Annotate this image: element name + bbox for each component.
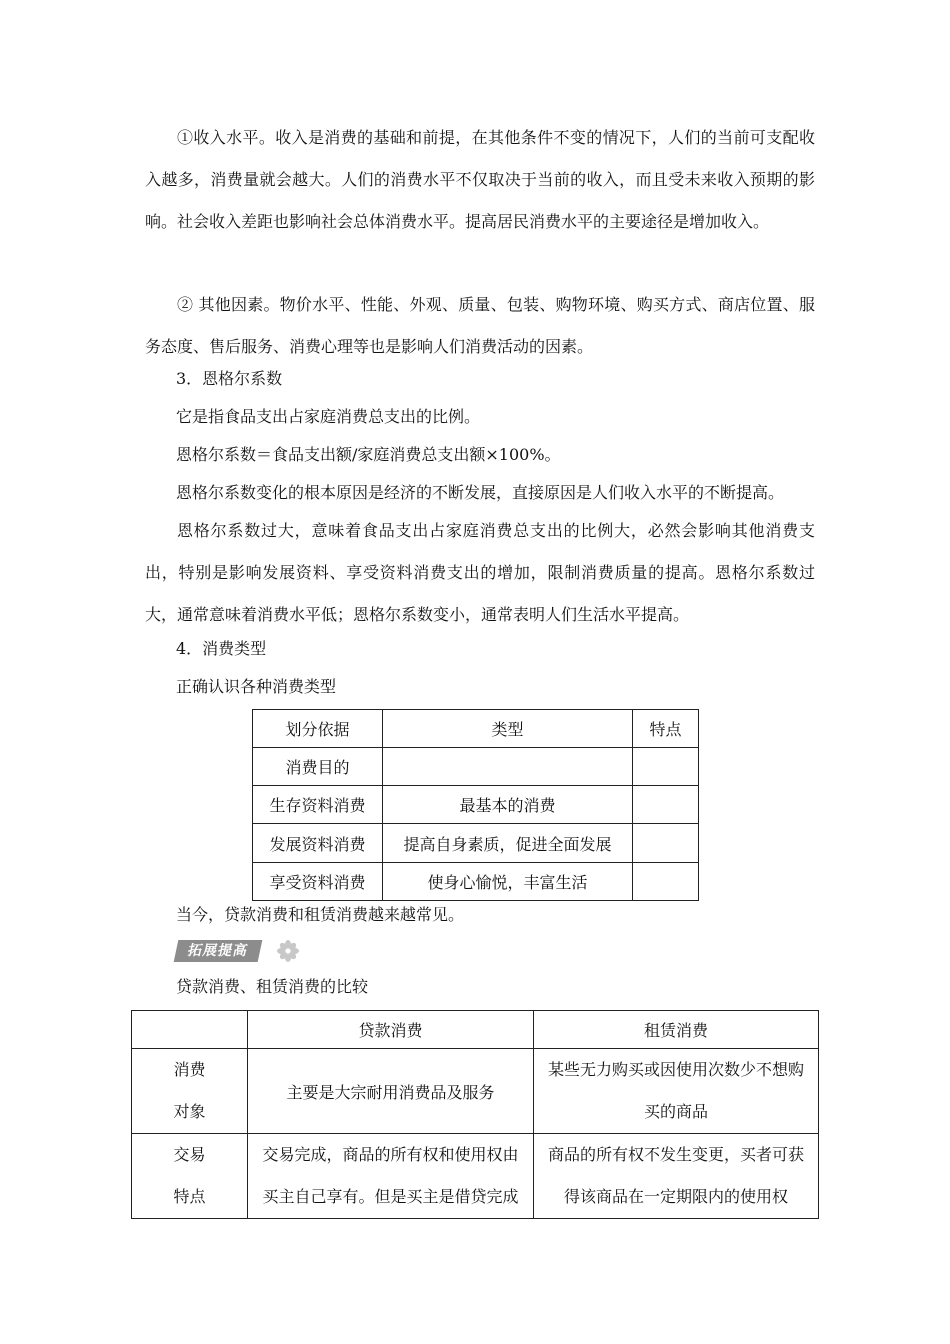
row-label-line: 交易	[173, 1145, 206, 1164]
engel-definition: 它是指食品支出占家庭消费总支出的比例。	[176, 407, 481, 426]
table-cell	[633, 824, 699, 863]
table-cell	[633, 748, 699, 786]
consumption-types-intro: 正确认识各种消费类型	[176, 677, 337, 696]
table-cell: 主要是大宗耐用消费品及服务	[248, 1049, 534, 1134]
table-cell: 消费目的	[253, 748, 383, 786]
table-header-cell: 贷款消费	[248, 1011, 534, 1049]
flower-icon	[275, 939, 301, 963]
table-header-cell: 特点	[633, 710, 699, 748]
engel-cause: 恩格尔系数变化的根本原因是经济的不断发展，直接原因是人们收入水平的不断提高。	[176, 483, 785, 502]
row-label-line: 特点	[173, 1187, 206, 1206]
table-header-cell: 类型	[383, 710, 633, 748]
engel-effect-paragraph: 恩格尔系数过大，意味着食品支出占家庭消费总支出的比例大，必然会影响其他消费支出，特别是影响发展资料、享受资料消费支出的增加，限制消费质量的提高。恩格尔系数过大，通常意味着消费水平低；恩格尔系数变小，通常表明人们生活水平提高。	[145, 521, 815, 624]
table-cell: 享受资料消费	[253, 863, 383, 901]
table-cell: 使身心愉悦，丰富生活	[383, 863, 633, 901]
table-header-row	[132, 1011, 819, 1049]
table-header-row	[253, 710, 699, 748]
engel-formula: 恩格尔系数＝食品支出额/家庭消费总支出额×100%。	[176, 445, 561, 464]
table-cell: 提高自身素质，促进全面发展	[383, 824, 633, 863]
row-label-cell	[132, 1134, 248, 1219]
table-header-cell: 租赁消费	[534, 1011, 819, 1049]
comparison-title: 贷款消费、租赁消费的比较	[176, 977, 369, 996]
table-cell: 交易完成，商品的所有权和使用权由买主自己享有。但是买主是借贷完成	[248, 1134, 534, 1219]
row-label-line: 消费	[173, 1060, 206, 1079]
table-row	[253, 786, 699, 824]
loan-lease-comparison-table	[131, 1010, 819, 1219]
table-cell	[633, 863, 699, 901]
section-4-heading: 4．消费类型	[176, 639, 267, 658]
table-row	[132, 1049, 819, 1134]
table-cell	[633, 786, 699, 824]
table-cell: 生存资料消费	[253, 786, 383, 824]
row-label-cell	[132, 1049, 248, 1134]
income-paragraph: ①收入水平。收入是消费的基础和前提，在其他条件不变的情况下，人们的当前可支配收入越多，消费量就会越大。人们的消费水平不仅取决于当前的收入，而且受未来收入预期的影响。社会收入差距也影响社会总体消费水平。提高居民消费水平的主要途径是增加收入。	[145, 128, 815, 231]
table-row	[253, 824, 699, 863]
table-row	[132, 1134, 819, 1219]
table-cell: 发展资料消费	[253, 824, 383, 863]
loan-lease-sentence: 当今，贷款消费和租赁消费越来越常见。	[176, 905, 465, 924]
table-cell	[383, 748, 633, 786]
table-header-cell: 划分依据	[253, 710, 383, 748]
row-label-line: 对象	[173, 1102, 206, 1121]
other-factors-paragraph: ② 其他因素。物价水平、性能、外观、质量、包装、购物环境、购买方式、商店位置、服务态度、售后服务、消费心理等也是影响人们消费活动的因素。	[145, 295, 815, 356]
table-row	[253, 863, 699, 901]
table-header-cell	[132, 1011, 248, 1049]
table-cell: 某些无力购买或因使用次数少不想购买的商品	[534, 1049, 819, 1134]
section-3-heading: 3．恩格尔系数	[176, 369, 283, 388]
consumption-types-table	[252, 709, 699, 901]
extension-badge: 拓展提高	[174, 940, 263, 962]
table-row	[253, 748, 699, 786]
table-cell: 最基本的消费	[383, 786, 633, 824]
table-cell: 商品的所有权不发生变更，买者可获得该商品在一定期限内的使用权	[534, 1134, 819, 1219]
